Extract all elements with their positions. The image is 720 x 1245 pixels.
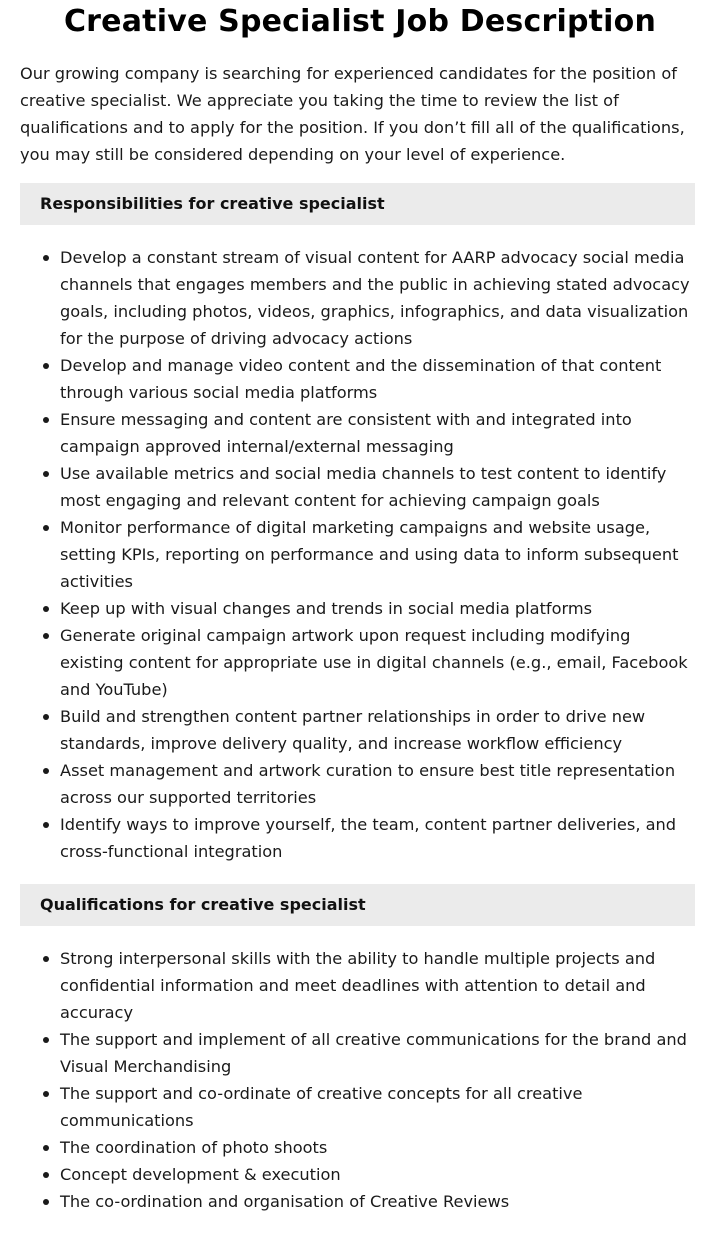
responsibility-item: Identify ways to improve yourself, the team, content partner deliveries, and cross-functional integration xyxy=(60,811,695,865)
qualification-item: Concept development & execution xyxy=(60,1161,695,1188)
intro-paragraph: Our growing company is searching for experienced candidates for the position of creative specialist. We appreciate you taking the time to review the list of qualifications and to apply for the position. If you don’t fill all of the qualifications, you may still be considered depending on your level of experience. xyxy=(20,64,685,164)
responsibilities-list xyxy=(20,244,695,865)
responsibility-item: Asset management and artwork curation to ensure best title representation across our supported territories xyxy=(60,757,695,811)
responsibility-item: Build and strengthen content partner relationships in order to drive new standards, improve delivery quality, and increase workflow efficiency xyxy=(60,703,695,757)
qualifications-list xyxy=(20,945,695,1215)
qualification-item: The co-ordination and organisation of Creative Reviews xyxy=(60,1188,695,1215)
qualifications-heading: Qualifications for creative specialist xyxy=(20,884,695,926)
page-title: Creative Specialist Job Description xyxy=(63,4,657,39)
responsibilities-heading: Responsibilities for creative specialist xyxy=(20,183,695,225)
responsibility-item: Develop a constant stream of visual content for AARP advocacy social media channels that engages members and the public in achieving stated advocacy goals, including photos, videos, graphics, infographics, and data visualization for the purpose of driving advocacy actions xyxy=(60,244,695,352)
qualification-item: The support and co-ordinate of creative concepts for all creative communications xyxy=(60,1080,695,1134)
responsibility-item: Ensure messaging and content are consistent with and integrated into campaign approved internal/external messaging xyxy=(60,406,695,460)
responsibility-item: Monitor performance of digital marketing campaigns and website usage, setting KPIs, reporting on performance and using data to inform subsequent activities xyxy=(60,514,695,595)
qualification-item: Strong interpersonal skills with the ability to handle multiple projects and confidential information and meet deadlines with attention to detail and accuracy xyxy=(60,945,695,1026)
qualification-item: The coordination of photo shoots xyxy=(60,1134,695,1161)
qualification-item: The support and implement of all creative communications for the brand and Visual Merchandising xyxy=(60,1026,695,1080)
responsibility-item: Keep up with visual changes and trends in social media platforms xyxy=(60,595,695,622)
responsibility-item: Develop and manage video content and the dissemination of that content through various social media platforms xyxy=(60,352,695,406)
responsibility-item: Use available metrics and social media channels to test content to identify most engaging and relevant content for achieving campaign goals xyxy=(60,460,695,514)
responsibility-item: Generate original campaign artwork upon request including modifying existing content for appropriate use in digital channels (e.g., email, Facebook and YouTube) xyxy=(60,622,695,703)
